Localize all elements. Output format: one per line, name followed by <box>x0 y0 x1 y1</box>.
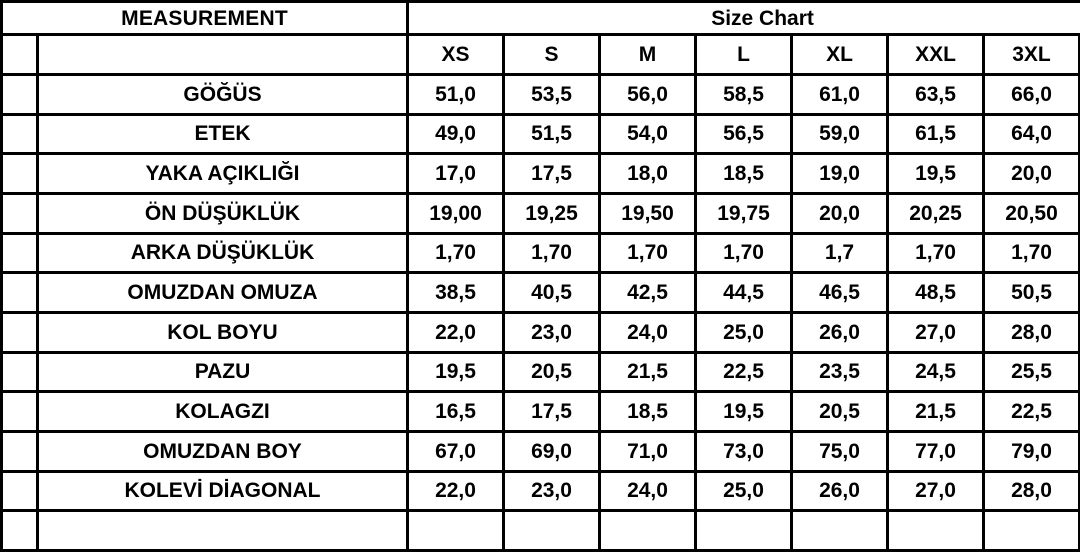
measurement-name: ARKA DÜŞÜKLÜK <box>38 233 408 273</box>
measurement-value: 53,5 <box>504 75 600 115</box>
measurement-value: 1,70 <box>696 233 792 273</box>
measurement-value: 24,0 <box>600 471 696 511</box>
measurement-name: KOL BOYU <box>38 312 408 352</box>
measurement-value: 25,0 <box>696 312 792 352</box>
spacer-cell <box>2 194 38 234</box>
measurement-value: 56,0 <box>600 75 696 115</box>
measurement-value: 20,5 <box>504 352 600 392</box>
spacer-cell <box>2 114 38 154</box>
table-row <box>2 471 1080 511</box>
spacer-cell <box>2 75 38 115</box>
spacer-cell <box>2 233 38 273</box>
measurement-value: 17,0 <box>408 154 504 194</box>
measurement-value: 24,0 <box>600 312 696 352</box>
measurement-value: 67,0 <box>408 431 504 471</box>
measurement-value: 63,5 <box>888 75 984 115</box>
spacer-cell <box>38 511 408 551</box>
spacer-cell <box>408 511 504 551</box>
measurement-name: KOLEVİ DİAGONAL <box>38 471 408 511</box>
measurement-value: 19,5 <box>696 392 792 432</box>
spacer-cell <box>2 392 38 432</box>
measurement-value: 71,0 <box>600 431 696 471</box>
table-header-row-title <box>2 2 1080 35</box>
measurement-value: 1,7 <box>792 233 888 273</box>
measurement-value: 26,0 <box>792 471 888 511</box>
size-column-header: L <box>696 35 792 75</box>
measurement-name: PAZU <box>38 352 408 392</box>
table-row <box>2 114 1080 154</box>
measurement-value: 25,5 <box>984 352 1080 392</box>
spacer-cell <box>2 431 38 471</box>
measurement-value: 44,5 <box>696 273 792 313</box>
table-row <box>2 312 1080 352</box>
measurement-value: 22,5 <box>984 392 1080 432</box>
measurement-value: 1,70 <box>888 233 984 273</box>
measurement-value: 48,5 <box>888 273 984 313</box>
measurement-value: 1,70 <box>984 233 1080 273</box>
spacer-cell <box>38 35 408 75</box>
measurement-value: 1,70 <box>600 233 696 273</box>
measurement-value: 24,5 <box>888 352 984 392</box>
measurement-value: 1,70 <box>504 233 600 273</box>
spacer-cell <box>696 511 792 551</box>
measurement-value: 19,5 <box>888 154 984 194</box>
measurement-value: 64,0 <box>984 114 1080 154</box>
size-column-header: XS <box>408 35 504 75</box>
spacer-cell <box>2 273 38 313</box>
measurement-value: 59,0 <box>792 114 888 154</box>
measurement-value: 22,0 <box>408 471 504 511</box>
spacer-cell <box>2 471 38 511</box>
spacer-cell <box>2 312 38 352</box>
measurement-value: 19,5 <box>408 352 504 392</box>
spacer-cell <box>2 35 38 75</box>
measurement-value: 16,5 <box>408 392 504 432</box>
measurement-value: 25,0 <box>696 471 792 511</box>
measurement-value: 73,0 <box>696 431 792 471</box>
measurement-name: OMUZDAN OMUZA <box>38 273 408 313</box>
measurement-value: 49,0 <box>408 114 504 154</box>
measurement-name: ÖN DÜŞÜKLÜK <box>38 194 408 234</box>
measurement-value: 40,5 <box>504 273 600 313</box>
measurement-value: 50,5 <box>984 273 1080 313</box>
spacer-cell <box>2 154 38 194</box>
measurement-name: ETEK <box>38 114 408 154</box>
measurement-value: 56,5 <box>696 114 792 154</box>
table-row <box>2 352 1080 392</box>
measurement-value: 69,0 <box>504 431 600 471</box>
measurement-header-label: MEASUREMENT <box>2 2 408 35</box>
measurement-value: 26,0 <box>792 312 888 352</box>
table-row <box>2 154 1080 194</box>
table-row <box>2 194 1080 234</box>
measurement-value: 27,0 <box>888 471 984 511</box>
measurement-value: 27,0 <box>888 312 984 352</box>
measurement-value: 46,5 <box>792 273 888 313</box>
measurement-value: 20,25 <box>888 194 984 234</box>
measurement-name: OMUZDAN BOY <box>38 431 408 471</box>
measurement-value: 20,0 <box>792 194 888 234</box>
measurement-value: 54,0 <box>600 114 696 154</box>
measurement-value: 42,5 <box>600 273 696 313</box>
measurement-value: 61,0 <box>792 75 888 115</box>
measurement-value: 18,0 <box>600 154 696 194</box>
size-column-header: S <box>504 35 600 75</box>
measurement-value: 58,5 <box>696 75 792 115</box>
measurement-value: 19,50 <box>600 194 696 234</box>
table-row <box>2 273 1080 313</box>
table-header-row-sizes <box>2 35 1080 75</box>
measurement-value: 20,5 <box>792 392 888 432</box>
measurement-value: 17,5 <box>504 392 600 432</box>
measurement-value: 75,0 <box>792 431 888 471</box>
measurement-value: 51,0 <box>408 75 504 115</box>
measurement-value: 66,0 <box>984 75 1080 115</box>
measurement-value: 51,5 <box>504 114 600 154</box>
measurement-value: 17,5 <box>504 154 600 194</box>
spacer-cell <box>600 511 696 551</box>
measurement-value: 23,0 <box>504 471 600 511</box>
spacer-cell <box>984 511 1080 551</box>
measurement-value: 21,5 <box>600 352 696 392</box>
size-column-header: 3XL <box>984 35 1080 75</box>
measurement-value: 22,5 <box>696 352 792 392</box>
table-row <box>2 75 1080 115</box>
measurement-value: 61,5 <box>888 114 984 154</box>
spacer-cell <box>2 511 38 551</box>
measurement-value: 23,0 <box>504 312 600 352</box>
measurement-value: 19,0 <box>792 154 888 194</box>
measurement-name: GÖĞÜS <box>38 75 408 115</box>
measurement-name: KOLAGZI <box>38 392 408 432</box>
table-row <box>2 392 1080 432</box>
measurement-value: 20,50 <box>984 194 1080 234</box>
measurement-value: 20,0 <box>984 154 1080 194</box>
measurement-value: 79,0 <box>984 431 1080 471</box>
measurement-value: 77,0 <box>888 431 984 471</box>
spacer-cell <box>2 352 38 392</box>
spacer-cell <box>792 511 888 551</box>
measurement-value: 18,5 <box>696 154 792 194</box>
measurement-value: 22,0 <box>408 312 504 352</box>
size-column-header: XXL <box>888 35 984 75</box>
measurement-value: 21,5 <box>888 392 984 432</box>
measurement-value: 19,75 <box>696 194 792 234</box>
measurement-value: 28,0 <box>984 312 1080 352</box>
measurement-value: 18,5 <box>600 392 696 432</box>
measurement-value: 38,5 <box>408 273 504 313</box>
size-chart-title: Size Chart <box>408 2 1080 35</box>
size-column-header: M <box>600 35 696 75</box>
measurement-name: YAKA AÇIKLIĞI <box>38 154 408 194</box>
spacer-cell <box>504 511 600 551</box>
measurement-value: 23,5 <box>792 352 888 392</box>
size-column-header: XL <box>792 35 888 75</box>
table-row <box>2 233 1080 273</box>
spacer-cell <box>888 511 984 551</box>
measurement-value: 19,00 <box>408 194 504 234</box>
measurement-value: 1,70 <box>408 233 504 273</box>
measurement-value: 19,25 <box>504 194 600 234</box>
table-empty-row <box>2 511 1080 551</box>
measurement-value: 28,0 <box>984 471 1080 511</box>
table-row <box>2 431 1080 471</box>
